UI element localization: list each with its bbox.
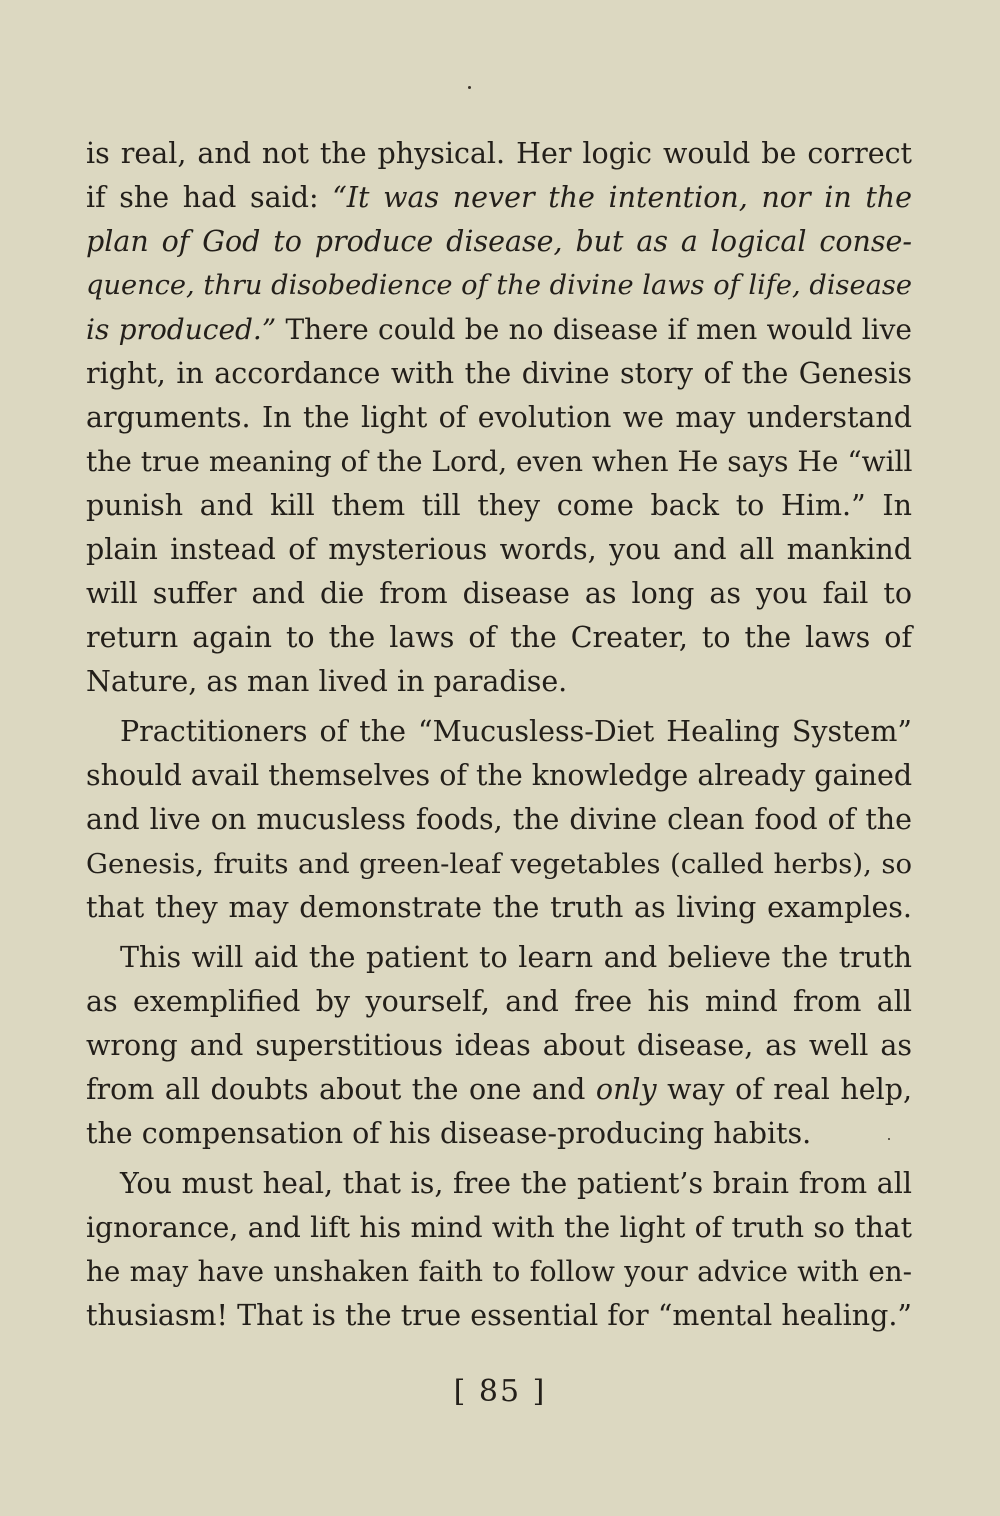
text-line: You must heal, that is, free the patient’s brain from all (120, 1167, 912, 1200)
text-line: plain instead of mysterious words, you and all mankind (86, 533, 912, 566)
text-line: wrong and superstitious ideas about disease, as well as (86, 1029, 912, 1062)
text-line: Nature, as man lived in paradise. (86, 665, 568, 698)
text-line: is real, and not the physical. Her logic would be correct (86, 137, 912, 170)
paragraph (86, 936, 912, 1156)
paragraph (86, 132, 912, 704)
text-line: Practitioners of the “Mucusless-Diet Healing System” (120, 715, 912, 748)
italic-quote: plan of God to produce disease, but as a logical conse- (86, 225, 912, 258)
paragraph (86, 710, 912, 930)
print-speck (468, 86, 471, 89)
italic-quote: “It was never the intention, nor in the (332, 181, 912, 214)
text-line: right, in accordance with the divine story of the Genesis (86, 357, 912, 390)
text-line: return again to the laws of the Creater, to the laws of (86, 621, 912, 654)
text-line: punish and kill them till they come back to Him.” In (86, 489, 912, 522)
text-line: if she had said: “It was never the intention, nor in the (86, 181, 912, 214)
text-line: arguments. In the light of evolution we may understand (86, 401, 912, 434)
text-line: and live on mucusless foods, the divine clean food of the (86, 803, 912, 836)
text-line (86, 220, 912, 264)
text-line: from all doubts about the one and only way of real help, (86, 1073, 913, 1106)
paragraph (86, 1162, 912, 1338)
text-line: thusiasm! That is the true essential for “mental healing.” (86, 1299, 912, 1332)
text-line: is produced.” There could be no disease if men would live (86, 313, 912, 346)
italic-emphasis: only (595, 1073, 657, 1106)
text-line: should avail themselves of the knowledge already gained (86, 759, 913, 792)
italic-quote: is produced.” (86, 313, 277, 346)
text-line: as exemplified by yourself, and free his mind from all (86, 985, 912, 1018)
text-line (86, 264, 912, 308)
text-line: the compensation of his disease-producing habits. (86, 1117, 812, 1150)
text-line: that they may demonstrate the truth as living examples. (86, 891, 912, 924)
text-line: the true meaning of the Lord, even when He says He “will (86, 445, 913, 478)
text-line: Genesis, fruits and green-leaf vegetables (called herbs), so (86, 848, 912, 880)
italic-quote: quence, thru disobedience of the divine laws of life, disease (86, 270, 912, 301)
body-text (86, 132, 912, 1338)
text-line: ignorance, and lift his mind with the light of truth so that (86, 1211, 912, 1244)
text-line: This will aid the patient to learn and believe the truth (120, 941, 912, 974)
text-line: will suffer and die from disease as long as you fail to (86, 577, 912, 610)
text-line: he may have unshaken faith to follow your advice with en- (86, 1255, 912, 1288)
page-number: [ 85 ] (453, 1374, 547, 1409)
